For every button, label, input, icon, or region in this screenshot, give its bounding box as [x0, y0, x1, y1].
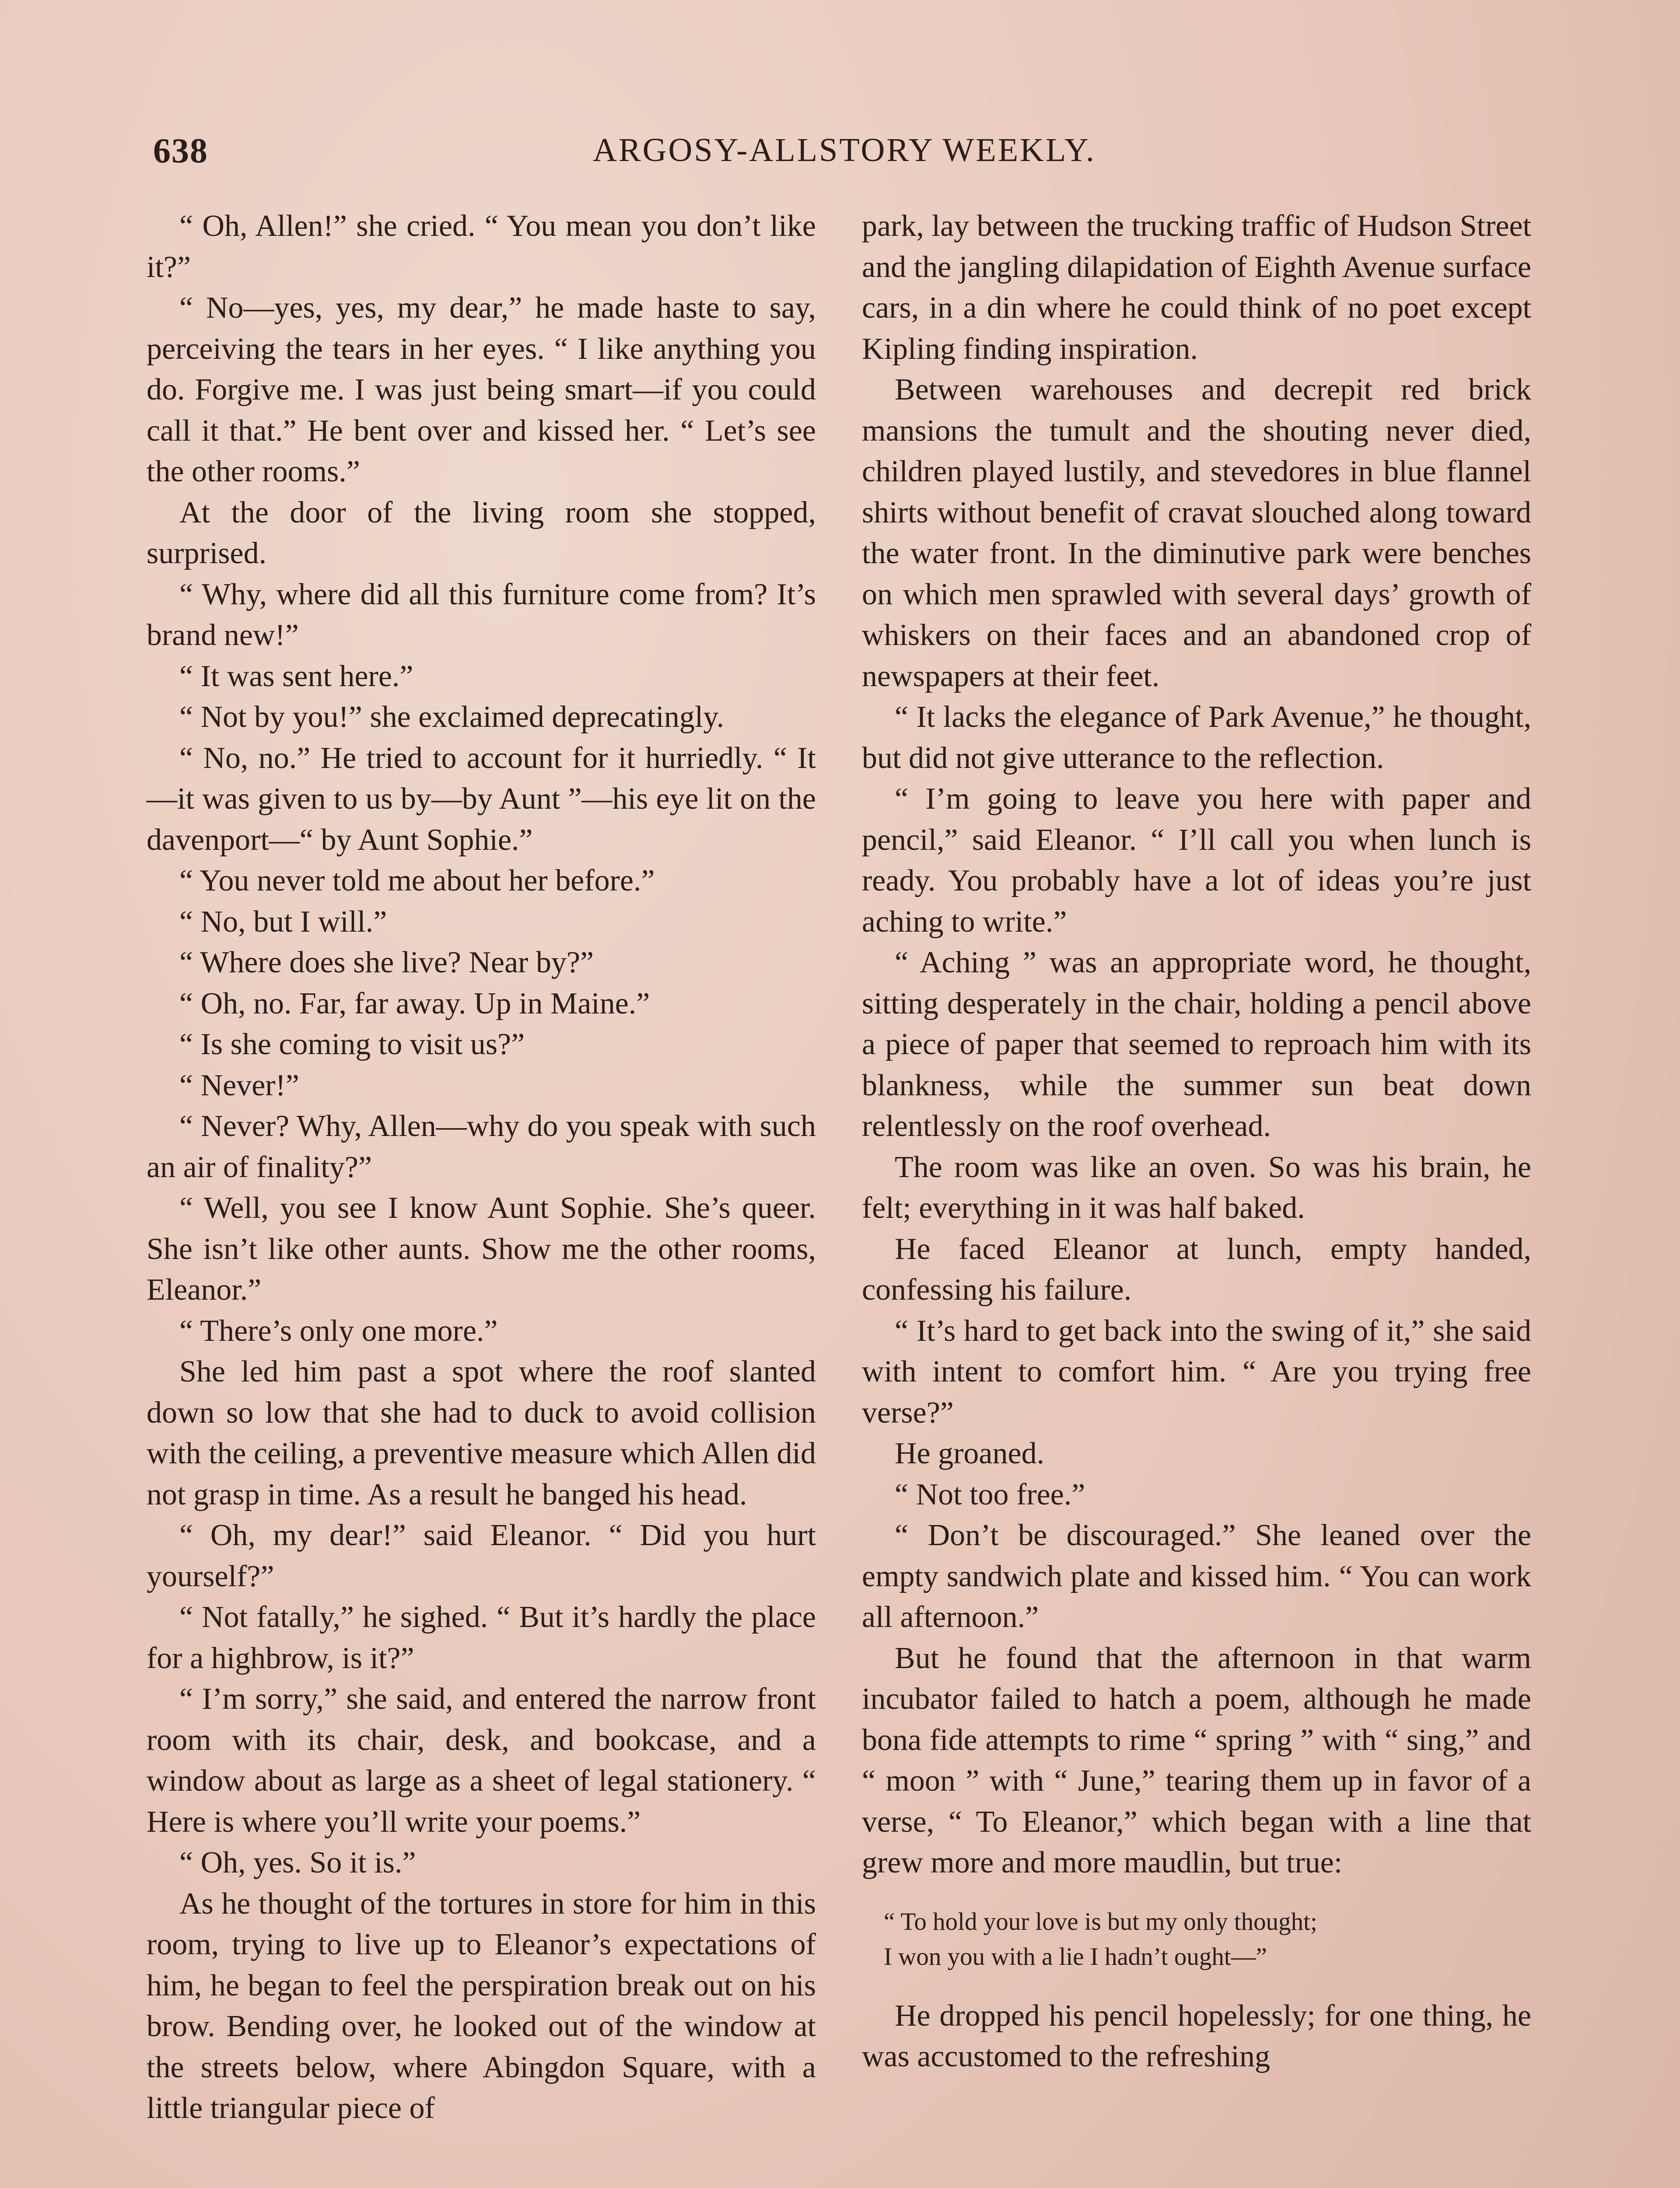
paragraph: “ No, no.” He tried to account for it hurriedly. “ It—it was given to us by—by Aunt ”—his eye lit on the davenport—“ by Aunt Sophie.”	[147, 741, 816, 857]
paragraph: He dropped his pencil hopelessly; for one thing, he was accustomed to the refreshing	[862, 1999, 1531, 2073]
paragraph: “ No—yes, yes, my dear,” he made haste to say, perceiving the tears in her eyes. “ I like anything you do. Forgive me. I was just being smart—if you could call it that.” He bent over and kissed her. “ Let’s see the other rooms.”	[147, 291, 816, 488]
paragraph: The room was like an oven. So was his brain, he felt; everything in it was half baked.	[862, 1150, 1531, 1225]
paragraph: “ Never!”	[179, 1068, 299, 1102]
paragraph: “ Not fatally,” he sighed. “ But it’s hardly the place for a highbrow, is it?”	[147, 1600, 816, 1675]
verse-line: I won you with a lie I hadn’t ought—”	[884, 1943, 1267, 1971]
paragraph: But he found that the afternoon in that warm incubator failed to hatch a poem, although he made bona fide attempts to rime “ spring ” with “ sing,” and “ moon ” with “ June,” tearing them up in favor of a verse, “ To Eleanor,” which began with a line that grew more and more maudlin, but true:	[862, 1641, 1531, 1879]
paragraph: “ Oh, yes. So it is.”	[179, 1846, 416, 1879]
paragraph: “ There’s only one more.”	[179, 1314, 498, 1348]
verse-quote	[862, 1904, 1531, 1974]
paragraph: “ Oh, my dear!” said Eleanor. “ Did you hurt yourself?”	[147, 1518, 816, 1593]
paragraph: “ Is she coming to visit us?”	[179, 1027, 525, 1061]
paragraph: “ No, but I will.”	[179, 905, 387, 939]
paragraph: “ Never? Why, Allen—why do you speak with such an air of finality?”	[147, 1109, 816, 1184]
paragraph: As he thought of the tortures in store for him in this room, trying to live up to Eleanor’s expectations of him, he began to feel the perspiration break out on his brow. Bending over, he looked out of the window at the streets below, where Abingdon Square, with a little triangular piece of	[147, 1886, 816, 2125]
paragraph: “ Not by you!” she exclaimed deprecatingly.	[179, 700, 724, 734]
paragraph: “ I’m sorry,” she said, and entered the narrow front room with its chair, desk, and bookcase, and a window about as large as a sheet of legal stationery. “ Here is where you’ll write your poems.”	[147, 1682, 816, 1839]
paragraph: “ Where does she live? Near by?”	[179, 946, 594, 979]
paragraph: “ You never told me about her before.”	[179, 864, 655, 898]
paragraph: He faced Eleanor at lunch, empty handed, confessing his failure.	[862, 1232, 1531, 1307]
paragraph: He groaned.	[895, 1437, 1045, 1470]
paragraph: “ Oh, no. Far, far away. Up in Maine.”	[179, 986, 650, 1020]
verse-line: “ To hold your love is but my only thought;	[884, 1907, 1317, 1936]
paragraph: At the door of the living room she stopped, surprised.	[147, 495, 816, 570]
right-column	[862, 206, 1531, 2188]
paragraph: “ It lacks the elegance of Park Avenue,” he thought, but did not give utterance to the reflection.	[862, 700, 1531, 775]
paragraph: “ Don’t be discouraged.” She leaned over the empty sandwich plate and kissed him. “ You can work all afternoon.”	[862, 1518, 1531, 1634]
paragraph: “ Why, where did all this furniture come from? It’s brand new!”	[147, 577, 816, 652]
paragraph: Between warehouses and decrepit red brick mansions the tumult and the shouting never died, children played lustily, and stevedores in blue flannel shirts without benefit of cravat slouched along toward the water front. In the diminutive park were benches on which men sprawled with several days’ growth of whiskers on their faces and an abandoned crop of newspapers at their feet.	[862, 373, 1531, 693]
paragraph: park, lay between the trucking traffic of Hudson Street and the jangling dilapidation of Eighth Avenue surface cars, in a din where he could think of no poet except Kipling finding inspiration.	[862, 209, 1531, 366]
left-column	[147, 206, 816, 2188]
page-number: 638	[153, 132, 208, 170]
running-title: ARGOSY-ALLSTORY WEEKLY.	[593, 132, 1096, 168]
paragraph: “ It’s hard to get back into the swing of it,” she said with intent to comfort him. “ Are you trying free verse?”	[862, 1314, 1531, 1430]
paragraph: “ Not too free.”	[895, 1477, 1085, 1511]
paragraph: “ I’m going to leave you here with paper and pencil,” said Eleanor. “ I’ll call you when lunch is ready. You probably have a lot of ideas you’re just aching to write.”	[862, 782, 1531, 939]
paragraph: She led him past a spot where the roof slanted down so low that she had to duck to avoid collision with the ceiling, a preventive measure which Allen did not grasp in time. As a result he banged his head.	[147, 1355, 816, 1511]
paragraph: “ Aching ” was an appropriate word, he thought, sitting desperately in the chair, holding a pencil above a piece of paper that seemed to reproach him with its blankness, while the summer sun beat down relentlessly on the roof overhead.	[862, 946, 1531, 1143]
paragraph: “ Oh, Allen!” she cried. “ You mean you don’t like it?”	[147, 209, 816, 284]
paragraph: “ Well, you see I know Aunt Sophie. She’s queer. She isn’t like other aunts. Show me the other rooms, Eleanor.”	[147, 1191, 816, 1307]
paragraph: “ It was sent here.”	[179, 659, 413, 693]
page-header	[153, 131, 1536, 184]
